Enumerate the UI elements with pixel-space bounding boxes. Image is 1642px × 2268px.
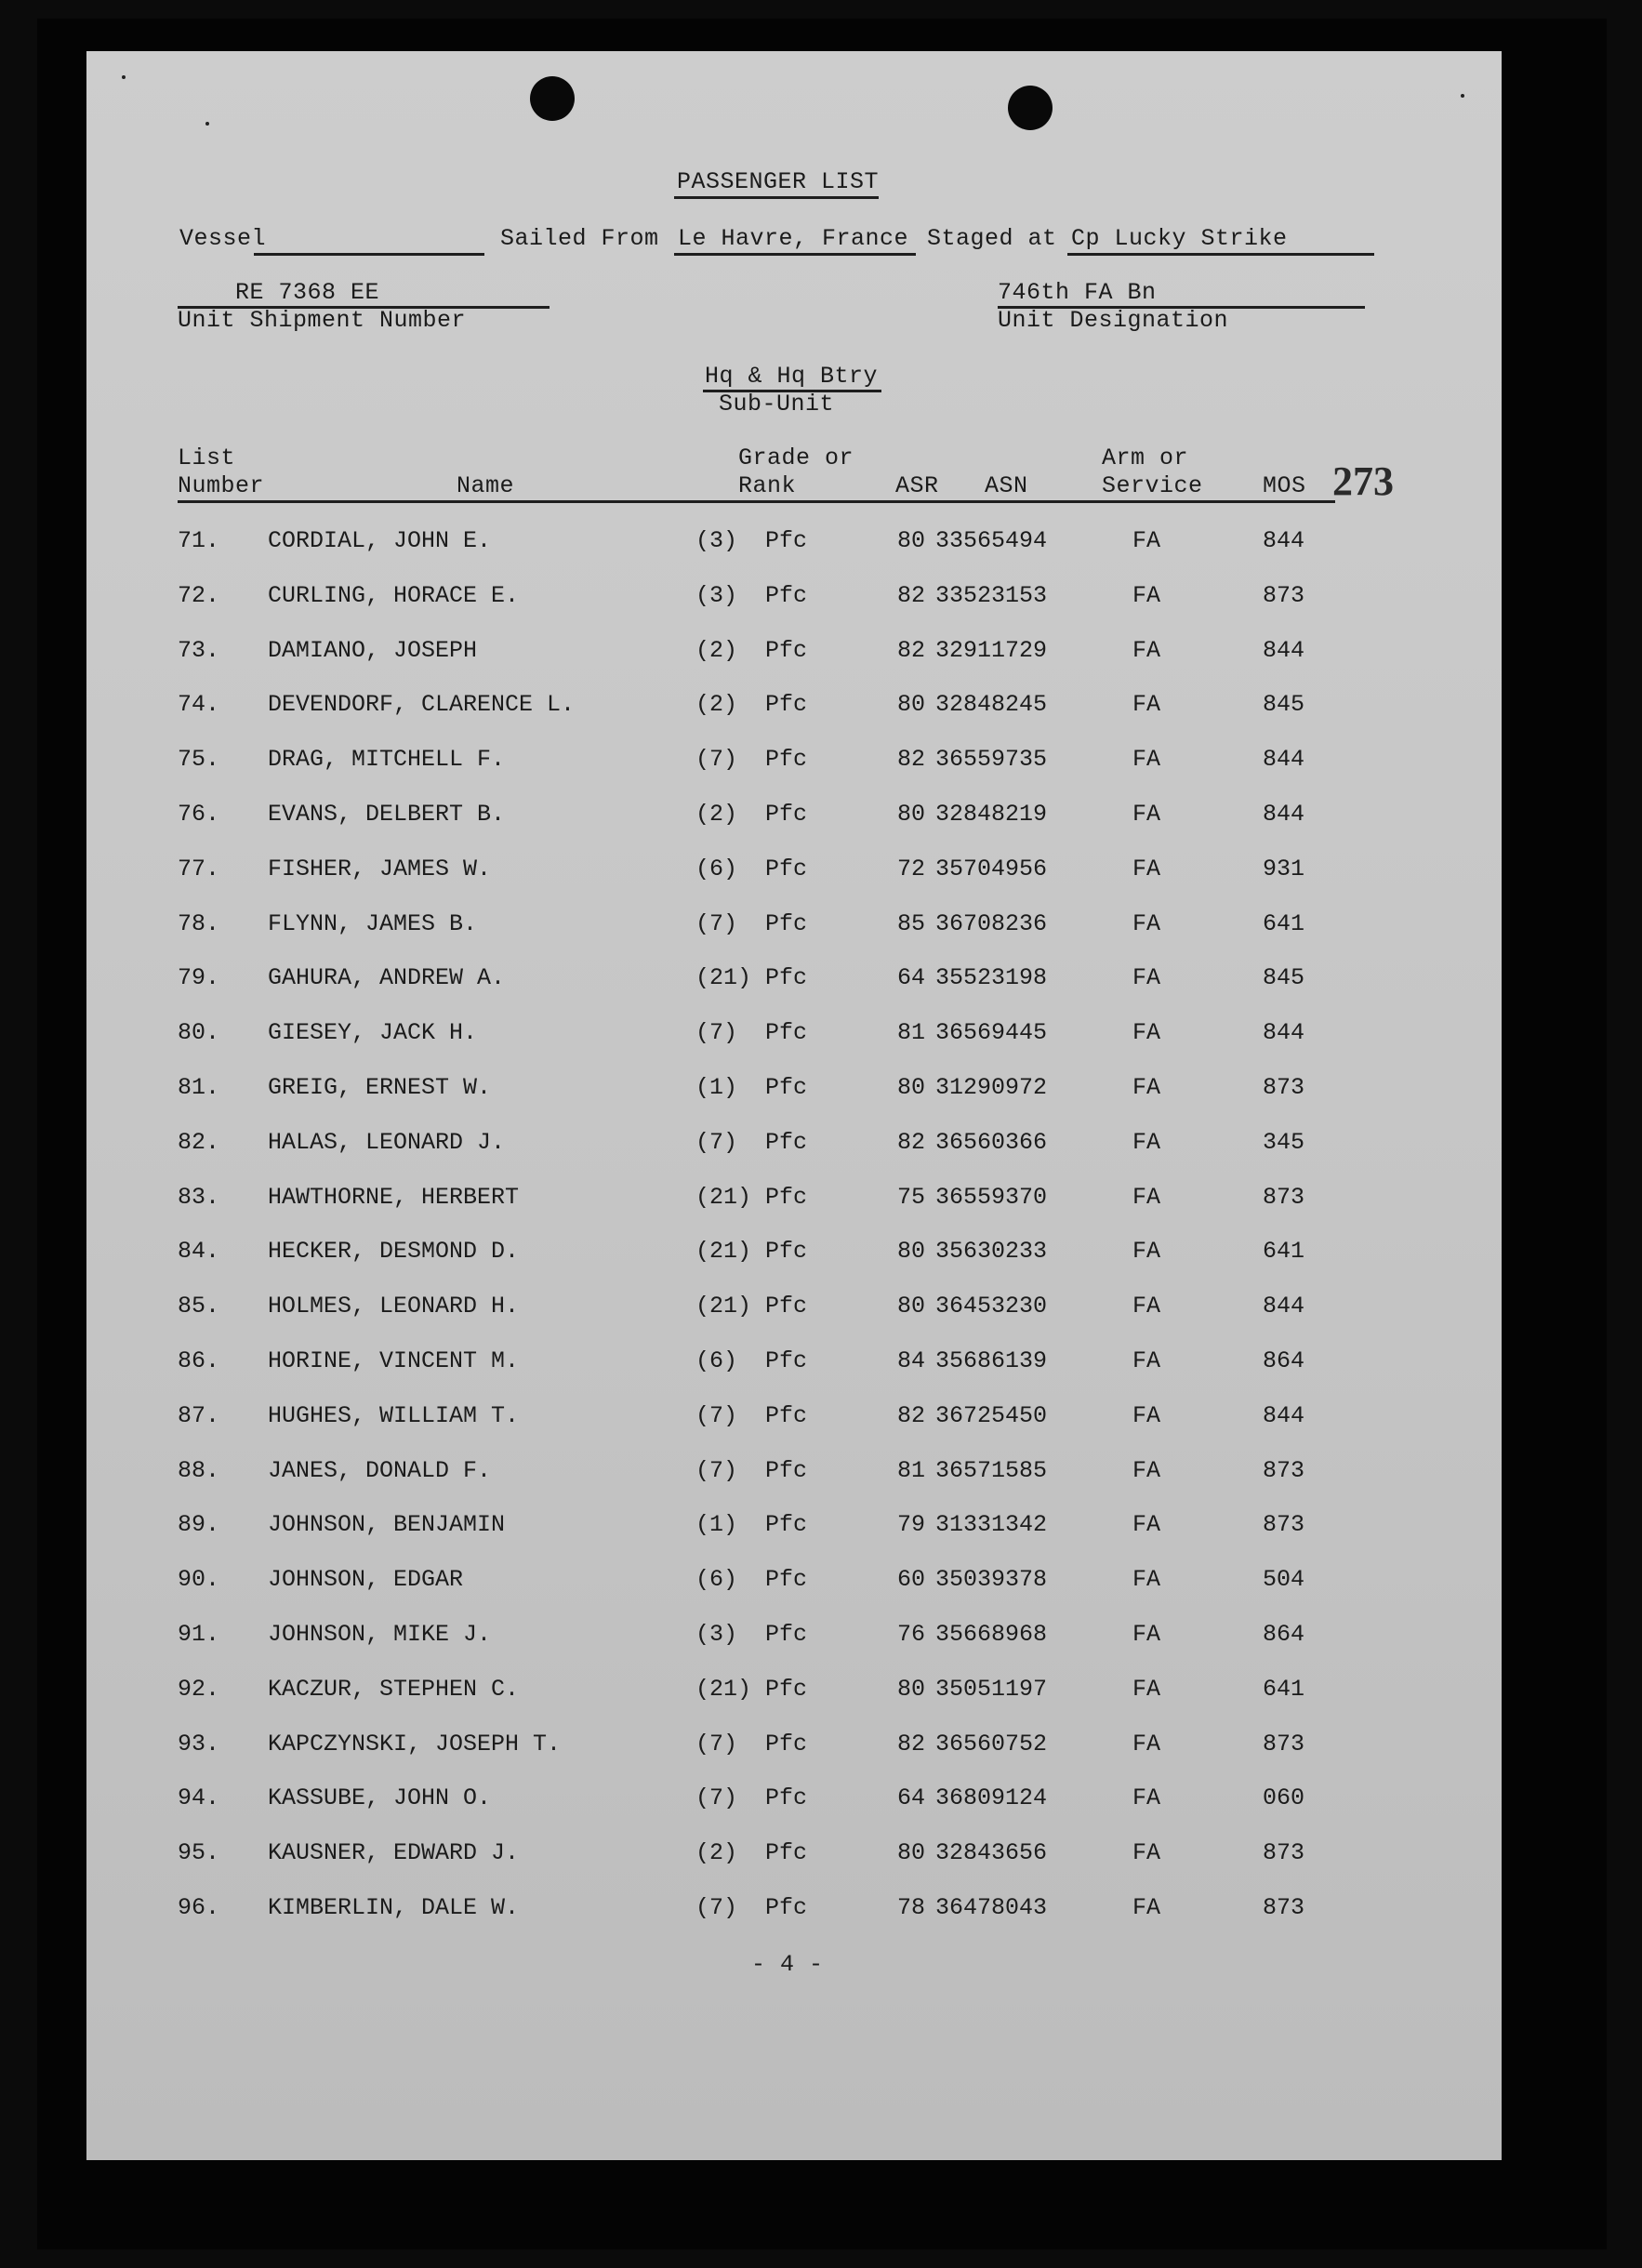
speck <box>122 75 126 79</box>
mos-cell: 844 <box>1263 1019 1305 1046</box>
asn-cell: 36571585 <box>935 1457 1048 1484</box>
mos-cell: 873 <box>1263 1074 1305 1101</box>
mos-cell: 844 <box>1263 1402 1305 1429</box>
grade-cell: (21) <box>695 964 752 991</box>
staged-at-value: Cp Lucky Strike <box>1071 225 1288 252</box>
list-number-cell: 81. <box>178 1074 220 1101</box>
mos-cell: 844 <box>1263 1293 1305 1320</box>
asr-cell: 60 <box>897 1566 926 1593</box>
asr-cell: 80 <box>897 1839 926 1866</box>
passenger-name-cell: KAUSNER, EDWARD J. <box>268 1839 520 1866</box>
sailed-from-value: Le Havre, France <box>678 225 909 252</box>
passenger-name-cell: DAMIANO, JOSEPH <box>268 637 478 664</box>
list-number-cell: 82. <box>178 1129 220 1156</box>
list-number-cell: 73. <box>178 637 220 664</box>
asr-cell: 80 <box>897 527 926 554</box>
grade-cell: (7) <box>695 1731 738 1757</box>
list-number-cell: 71. <box>178 527 220 554</box>
asr-cell: 82 <box>897 746 926 773</box>
asr-cell: 82 <box>897 582 926 609</box>
arm-or-service-cell: FA <box>1132 637 1161 664</box>
header-name: Name <box>457 472 515 499</box>
grade-cell: (1) <box>695 1074 738 1101</box>
arm-or-service-cell: FA <box>1132 1074 1161 1101</box>
mos-cell: 873 <box>1263 1184 1305 1211</box>
list-number-cell: 83. <box>178 1184 220 1211</box>
rank-cell: Pfc <box>765 527 808 554</box>
list-number-cell: 79. <box>178 964 220 991</box>
passenger-name-cell: JOHNSON, EDGAR <box>268 1566 464 1593</box>
passenger-name-cell: HECKER, DESMOND D. <box>268 1238 520 1265</box>
asr-cell: 80 <box>897 1676 926 1703</box>
mos-cell: 931 <box>1263 855 1305 882</box>
arm-or-service-cell: FA <box>1132 1621 1161 1648</box>
mos-cell: 844 <box>1263 527 1305 554</box>
grade-cell: (7) <box>695 1894 738 1921</box>
rank-cell: Pfc <box>765 910 808 937</box>
mos-cell: 845 <box>1263 964 1305 991</box>
sailed-from-label: Sailed From <box>500 225 659 252</box>
passenger-name-cell: DRAG, MITCHELL F. <box>268 746 506 773</box>
list-number-cell: 76. <box>178 801 220 828</box>
arm-or-service-cell: FA <box>1132 1129 1161 1156</box>
rank-cell: Pfc <box>765 964 808 991</box>
mos-cell: 641 <box>1263 910 1305 937</box>
passenger-name-cell: KAPCZYNSKI, JOSEPH T. <box>268 1731 562 1757</box>
mos-cell: 345 <box>1263 1129 1305 1156</box>
asn-cell: 35051197 <box>935 1676 1048 1703</box>
rank-cell: Pfc <box>765 582 808 609</box>
punch-hole <box>1008 86 1053 130</box>
grade-cell: (2) <box>695 1839 738 1866</box>
asn-cell: 31331342 <box>935 1511 1048 1538</box>
list-number-cell: 89. <box>178 1511 220 1538</box>
asn-cell: 33523153 <box>935 582 1048 609</box>
vessel-blank <box>254 253 484 256</box>
grade-cell: (7) <box>695 1129 738 1156</box>
rank-cell: Pfc <box>765 1894 808 1921</box>
arm-or-service-cell: FA <box>1132 1347 1161 1374</box>
asn-cell: 32911729 <box>935 637 1048 664</box>
asr-cell: 64 <box>897 1784 926 1811</box>
title-underline <box>674 196 879 199</box>
arm-or-service-cell: FA <box>1132 1184 1161 1211</box>
passenger-name-cell: HOLMES, LEONARD H. <box>268 1293 520 1320</box>
rank-cell: Pfc <box>765 1347 808 1374</box>
header-rank: Rank <box>738 472 797 499</box>
grade-cell: (2) <box>695 801 738 828</box>
grade-cell: (7) <box>695 1457 738 1484</box>
arm-or-service-cell: FA <box>1132 855 1161 882</box>
sub-unit-label: Sub-Unit <box>719 391 835 418</box>
asn-cell: 36809124 <box>935 1784 1048 1811</box>
grade-cell: (7) <box>695 910 738 937</box>
arm-or-service-cell: FA <box>1132 1566 1161 1593</box>
speck <box>1461 94 1464 98</box>
arm-or-service-cell: FA <box>1132 1238 1161 1265</box>
rank-cell: Pfc <box>765 1402 808 1429</box>
grade-cell: (21) <box>695 1184 752 1211</box>
list-number-cell: 95. <box>178 1839 220 1866</box>
asn-cell: 36708236 <box>935 910 1048 937</box>
asn-cell: 32843656 <box>935 1839 1048 1866</box>
asr-cell: 80 <box>897 801 926 828</box>
asn-cell: 36560752 <box>935 1731 1048 1757</box>
mos-cell: 060 <box>1263 1784 1305 1811</box>
unit-shipment-number-label: Unit Shipment Number <box>178 307 467 334</box>
asr-cell: 82 <box>897 1731 926 1757</box>
mos-cell: 864 <box>1263 1621 1305 1648</box>
asn-cell: 36569445 <box>935 1019 1048 1046</box>
unit-designation-label: Unit Designation <box>998 307 1229 334</box>
grade-cell: (21) <box>695 1238 752 1265</box>
mos-cell: 873 <box>1263 582 1305 609</box>
rank-cell: Pfc <box>765 801 808 828</box>
header-asr: ASR <box>895 472 939 499</box>
mos-cell: 641 <box>1263 1676 1305 1703</box>
rank-cell: Pfc <box>765 637 808 664</box>
rank-cell: Pfc <box>765 1676 808 1703</box>
arm-or-service-cell: FA <box>1132 1676 1161 1703</box>
asr-cell: 85 <box>897 910 926 937</box>
rank-cell: Pfc <box>765 1457 808 1484</box>
asr-cell: 78 <box>897 1894 926 1921</box>
rank-cell: Pfc <box>765 1184 808 1211</box>
arm-or-service-cell: FA <box>1132 1784 1161 1811</box>
header-list: List <box>178 444 236 471</box>
page-title: PASSENGER LIST <box>677 168 880 195</box>
asr-cell: 84 <box>897 1347 926 1374</box>
passenger-name-cell: DEVENDORF, CLARENCE L. <box>268 691 576 718</box>
arm-or-service-cell: FA <box>1132 1839 1161 1866</box>
arm-or-service-cell: FA <box>1132 527 1161 554</box>
passenger-name-cell: GREIG, ERNEST W. <box>268 1074 492 1101</box>
asn-cell: 35039378 <box>935 1566 1048 1593</box>
page-number: - 4 - <box>751 1951 824 1978</box>
rank-cell: Pfc <box>765 1019 808 1046</box>
rank-cell: Pfc <box>765 1731 808 1757</box>
asn-cell: 32848219 <box>935 801 1048 828</box>
passenger-name-cell: FISHER, JAMES W. <box>268 855 492 882</box>
grade-cell: (21) <box>695 1676 752 1703</box>
rank-cell: Pfc <box>765 1511 808 1538</box>
list-number-cell: 88. <box>178 1457 220 1484</box>
arm-or-service-cell: FA <box>1132 964 1161 991</box>
grade-cell: (3) <box>695 527 738 554</box>
list-number-cell: 78. <box>178 910 220 937</box>
asr-cell: 80 <box>897 1293 926 1320</box>
rank-cell: Pfc <box>765 855 808 882</box>
rank-cell: Pfc <box>765 1784 808 1811</box>
asn-cell: 35704956 <box>935 855 1048 882</box>
passenger-name-cell: HUGHES, WILLIAM T. <box>268 1402 520 1429</box>
arm-or-service-cell: FA <box>1132 1457 1161 1484</box>
asn-cell: 36559735 <box>935 746 1048 773</box>
list-number-cell: 74. <box>178 691 220 718</box>
asr-cell: 79 <box>897 1511 926 1538</box>
header-arm: Arm or <box>1102 444 1189 471</box>
asn-cell: 36478043 <box>935 1894 1048 1921</box>
rank-cell: Pfc <box>765 746 808 773</box>
list-number-cell: 96. <box>178 1894 220 1921</box>
mos-cell: 504 <box>1263 1566 1305 1593</box>
passenger-name-cell: CURLING, HORACE E. <box>268 582 520 609</box>
asn-cell: 31290972 <box>935 1074 1048 1101</box>
header-number: Number <box>178 472 265 499</box>
grade-cell: (7) <box>695 746 738 773</box>
staged-at-underline <box>1067 253 1374 256</box>
speck <box>205 122 209 126</box>
passenger-name-cell: KIMBERLIN, DALE W. <box>268 1894 520 1921</box>
list-number-cell: 90. <box>178 1566 220 1593</box>
asr-cell: 81 <box>897 1019 926 1046</box>
grade-cell: (1) <box>695 1511 738 1538</box>
arm-or-service-cell: FA <box>1132 910 1161 937</box>
passenger-name-cell: HALAS, LEONARD J. <box>268 1129 506 1156</box>
stamp-number: 273 <box>1332 458 1394 504</box>
grade-cell: (7) <box>695 1402 738 1429</box>
vessel-label: Vessel <box>179 225 267 252</box>
mos-cell: 873 <box>1263 1894 1305 1921</box>
asr-cell: 75 <box>897 1184 926 1211</box>
asn-cell: 36453230 <box>935 1293 1048 1320</box>
header-grade: Grade or <box>738 444 854 471</box>
passenger-name-cell: HORINE, VINCENT M. <box>268 1347 520 1374</box>
list-number-cell: 92. <box>178 1676 220 1703</box>
passenger-name-cell: JOHNSON, BENJAMIN <box>268 1511 506 1538</box>
asr-cell: 80 <box>897 691 926 718</box>
mos-cell: 864 <box>1263 1347 1305 1374</box>
list-number-cell: 87. <box>178 1402 220 1429</box>
header-asn: ASN <box>985 472 1028 499</box>
asn-cell: 35523198 <box>935 964 1048 991</box>
asn-cell: 36725450 <box>935 1402 1048 1429</box>
arm-or-service-cell: FA <box>1132 582 1161 609</box>
grade-cell: (7) <box>695 1784 738 1811</box>
passenger-name-cell: KACZUR, STEPHEN C. <box>268 1676 520 1703</box>
asr-cell: 82 <box>897 1129 926 1156</box>
passenger-name-cell: KASSUBE, JOHN O. <box>268 1784 492 1811</box>
list-number-cell: 84. <box>178 1238 220 1265</box>
asn-cell: 36560366 <box>935 1129 1048 1156</box>
passenger-name-cell: JANES, DONALD F. <box>268 1457 492 1484</box>
arm-or-service-cell: FA <box>1132 1293 1161 1320</box>
asr-cell: 80 <box>897 1074 926 1101</box>
mos-cell: 873 <box>1263 1839 1305 1866</box>
rank-cell: Pfc <box>765 1074 808 1101</box>
grade-cell: (2) <box>695 637 738 664</box>
rank-cell: Pfc <box>765 1293 808 1320</box>
passenger-name-cell: JOHNSON, MIKE J. <box>268 1621 492 1648</box>
mos-cell: 641 <box>1263 1238 1305 1265</box>
list-number-cell: 94. <box>178 1784 220 1811</box>
asn-cell: 33565494 <box>935 527 1048 554</box>
header-service: Service <box>1102 472 1203 499</box>
rank-cell: Pfc <box>765 1839 808 1866</box>
rank-cell: Pfc <box>765 1129 808 1156</box>
mos-cell: 873 <box>1263 1511 1305 1538</box>
passenger-name-cell: HAWTHORNE, HERBERT <box>268 1184 520 1211</box>
list-number-cell: 77. <box>178 855 220 882</box>
punch-hole <box>530 76 575 121</box>
asn-cell: 35668968 <box>935 1621 1048 1648</box>
asr-cell: 80 <box>897 1238 926 1265</box>
mos-cell: 873 <box>1263 1731 1305 1757</box>
passenger-name-cell: EVANS, DELBERT B. <box>268 801 506 828</box>
asn-cell: 32848245 <box>935 691 1048 718</box>
document-page <box>86 51 1502 2160</box>
asn-cell: 35630233 <box>935 1238 1048 1265</box>
list-number-cell: 75. <box>178 746 220 773</box>
asn-cell: 36559370 <box>935 1184 1048 1211</box>
mos-cell: 844 <box>1263 637 1305 664</box>
passenger-name-cell: FLYNN, JAMES B. <box>268 910 478 937</box>
list-number-cell: 85. <box>178 1293 220 1320</box>
list-number-cell: 72. <box>178 582 220 609</box>
asr-cell: 76 <box>897 1621 926 1648</box>
grade-cell: (6) <box>695 855 738 882</box>
arm-or-service-cell: FA <box>1132 746 1161 773</box>
sailed-from-underline <box>674 253 916 256</box>
passenger-name-cell: CORDIAL, JOHN E. <box>268 527 492 554</box>
grade-cell: (3) <box>695 582 738 609</box>
unit-shipment-number-value: RE 7368 EE <box>235 279 380 306</box>
list-number-cell: 91. <box>178 1621 220 1648</box>
grade-cell: (6) <box>695 1347 738 1374</box>
list-number-cell: 93. <box>178 1731 220 1757</box>
arm-or-service-cell: FA <box>1132 1894 1161 1921</box>
asr-cell: 72 <box>897 855 926 882</box>
header-underline <box>178 500 1335 503</box>
grade-cell: (3) <box>695 1621 738 1648</box>
mos-cell: 844 <box>1263 801 1305 828</box>
passenger-name-cell: GAHURA, ANDREW A. <box>268 964 506 991</box>
arm-or-service-cell: FA <box>1132 1731 1161 1757</box>
arm-or-service-cell: FA <box>1132 1019 1161 1046</box>
asn-cell: 35686139 <box>935 1347 1048 1374</box>
unit-designation-value: 746th FA Bn <box>998 279 1157 306</box>
rank-cell: Pfc <box>765 1238 808 1265</box>
arm-or-service-cell: FA <box>1132 691 1161 718</box>
arm-or-service-cell: FA <box>1132 801 1161 828</box>
asr-cell: 82 <box>897 1402 926 1429</box>
mos-cell: 844 <box>1263 746 1305 773</box>
header-mos: MOS <box>1263 472 1306 499</box>
asr-cell: 64 <box>897 964 926 991</box>
grade-cell: (6) <box>695 1566 738 1593</box>
mos-cell: 873 <box>1263 1457 1305 1484</box>
list-number-cell: 80. <box>178 1019 220 1046</box>
asr-cell: 82 <box>897 637 926 664</box>
grade-cell: (2) <box>695 691 738 718</box>
arm-or-service-cell: FA <box>1132 1511 1161 1538</box>
grade-cell: (7) <box>695 1019 738 1046</box>
rank-cell: Pfc <box>765 691 808 718</box>
grade-cell: (21) <box>695 1293 752 1320</box>
mos-cell: 845 <box>1263 691 1305 718</box>
passenger-name-cell: GIESEY, JACK H. <box>268 1019 478 1046</box>
rank-cell: Pfc <box>765 1621 808 1648</box>
staged-at-label: Staged at <box>927 225 1057 252</box>
rank-cell: Pfc <box>765 1566 808 1593</box>
list-number-cell: 86. <box>178 1347 220 1374</box>
sub-unit-value: Hq & Hq Btry <box>705 363 879 390</box>
asr-cell: 81 <box>897 1457 926 1484</box>
arm-or-service-cell: FA <box>1132 1402 1161 1429</box>
